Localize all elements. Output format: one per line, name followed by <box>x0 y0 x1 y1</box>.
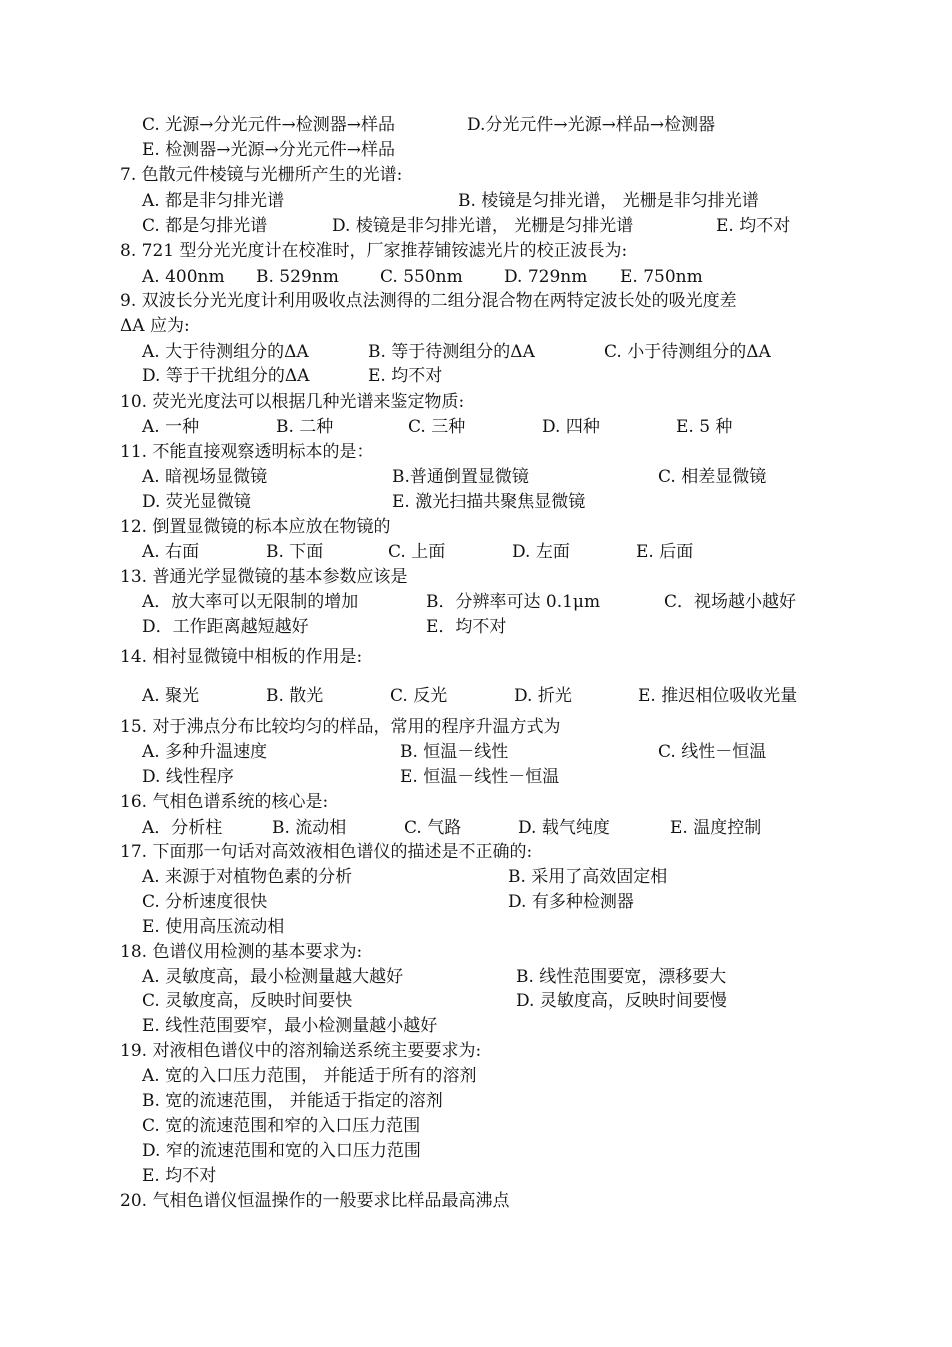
q15-option-d: D. 线性程序 <box>142 767 234 787</box>
q9-option-b: B. 等于待测组分的ΔA <box>368 342 535 362</box>
q10-stem: 10. 荧光光度法可以根据几种光谱来鉴定物质: <box>120 392 465 412</box>
q17-option-e: E. 使用高压流动相 <box>142 917 285 937</box>
q6-option-d: D.分光元件→光源→样品→检测器 <box>467 115 716 135</box>
q19-stem: 19. 对液相色谱仪中的溶剂输送系统主要要求为: <box>120 1041 482 1061</box>
q6-option-c: C. 光源→分光元件→检测器→样品 <box>142 115 395 135</box>
q15-option-a: A. 多种升温速度 <box>142 742 268 762</box>
q19-option-c: C. 宽的流速范围和窄的入口压力范围 <box>142 1116 421 1136</box>
q16-option-b: B. 流动相 <box>272 818 347 838</box>
q14-option-a: A. 聚光 <box>142 686 200 706</box>
q16-option-d: D. 载气纯度 <box>518 818 610 838</box>
q13-option-e: E．均不对 <box>426 617 507 637</box>
q13-option-b: B．分辨率可达 0.1μm <box>426 592 601 612</box>
q13-option-a: A．放大率可以无限制的增加 <box>142 592 359 612</box>
q10-option-a: A. 一种 <box>142 417 200 437</box>
q15-option-e: E. 恒温－线性－恒温 <box>400 767 560 787</box>
q8-option-a: A. 400nm <box>142 267 225 287</box>
q7-option-d: D. 棱镜是非匀排光谱， 光栅是匀排光谱 <box>332 216 634 236</box>
q19-option-e: E. 均不对 <box>142 1166 217 1186</box>
q12-option-b: B. 下面 <box>266 542 324 562</box>
q9-option-a: A. 大于待测组分的ΔA <box>142 342 309 362</box>
q18-option-d: D. 灵敏度高，反映时间要慢 <box>516 991 727 1011</box>
q15-stem: 15. 对于沸点分布比较均匀的样品，常用的程序升温方式为 <box>120 717 561 737</box>
q9-stem-line-1: 9. 双波长分光光度计利用吸收点法测得的二组分混合物在两特定波长处的吸光度差 <box>120 291 737 311</box>
q11-option-d: D. 荧光显微镜 <box>142 492 251 512</box>
q14-option-c: C. 反光 <box>390 686 448 706</box>
q14-option-e: E. 推迟相位吸收光量 <box>638 686 798 706</box>
q12-option-a: A. 右面 <box>142 542 200 562</box>
q7-option-a: A. 都是非匀排光谱 <box>142 191 285 211</box>
q13-option-c: C．视场越小越好 <box>664 592 797 612</box>
q11-option-e: E. 激光扫描共聚焦显微镜 <box>392 492 586 512</box>
q17-option-a: A. 来源于对植物色素的分析 <box>142 867 353 887</box>
q16-option-a: A．分析柱 <box>142 818 223 838</box>
q6-option-e: E. 检测器→光源→分光元件→样品 <box>142 140 395 160</box>
q17-stem: 17. 下面那一句话对高效液相色谱仪的描述是不正确的: <box>120 842 533 862</box>
q18-stem: 18. 色谱仪用检测的基本要求为: <box>120 942 363 962</box>
q7-stem: 7. 色散元件棱镜与光栅所产生的光谱: <box>120 165 403 185</box>
q19-option-d: D. 窄的流速范围和宽的入口压力范围 <box>142 1141 421 1161</box>
q18-option-c: C. 灵敏度高，反映时间要快 <box>142 991 353 1011</box>
q15-option-b: B. 恒温－线性 <box>400 742 509 762</box>
q17-option-c: C. 分析速度很快 <box>142 892 268 912</box>
q10-option-c: C. 三种 <box>408 417 466 437</box>
q7-option-b: B. 棱镜是匀排光谱， 光栅是非匀排光谱 <box>458 191 759 211</box>
q12-option-c: C. 上面 <box>388 542 446 562</box>
q10-option-e: E. 5 种 <box>676 417 733 437</box>
q17-option-d: D. 有多种检测器 <box>508 892 634 912</box>
q10-option-b: B. 二种 <box>276 417 334 437</box>
q9-option-e: E. 均不对 <box>368 366 443 386</box>
q12-option-d: D. 左面 <box>512 542 570 562</box>
q8-option-e: E. 750nm <box>620 267 703 287</box>
q15-option-c: C. 线性－恒温 <box>658 742 767 762</box>
q16-stem: 16. 气相色谱系统的核心是: <box>120 792 329 812</box>
q9-stem-line-2: ΔA 应为: <box>120 316 190 336</box>
q18-option-a: A. 灵敏度高，最小检测量越大越好 <box>142 967 404 987</box>
q17-option-b: B. 采用了高效固定相 <box>508 867 668 887</box>
q12-stem: 12. 倒置显微镜的标本应放在物镜的 <box>120 517 391 537</box>
q16-option-e: E. 温度控制 <box>670 818 762 838</box>
q9-option-d: D. 等于干扰组分的ΔA <box>142 366 310 386</box>
q8-stem: 8. 721 型分光光度计在校准时，厂家推荐铺铵滤光片的校正波長为: <box>120 241 628 261</box>
q13-option-d: D．工作距离越短越好 <box>142 617 309 637</box>
q11-stem: 11. 不能直接观察透明标本的是： <box>120 442 374 462</box>
q18-option-b: B. 线性范围要宽，漂移要大 <box>516 967 727 987</box>
q19-option-a: A. 宽的入口压力范围， 并能适于所有的溶剂 <box>142 1066 477 1086</box>
q11-option-a: A. 暗视场显微镜 <box>142 467 268 487</box>
q7-option-e: E. 均不对 <box>716 216 791 236</box>
q9-option-c: C. 小于待测组分的ΔA <box>604 342 771 362</box>
q13-stem: 13. 普通光学显微镜的基本参数应该是 <box>120 567 408 587</box>
q14-stem: 14. 相衬显微镜中相板的作用是: <box>120 647 363 667</box>
q8-option-d: D. 729nm <box>504 267 588 287</box>
q14-option-b: B. 散光 <box>266 686 324 706</box>
q19-option-b: B. 宽的流速范围， 并能适于指定的溶剂 <box>142 1091 443 1111</box>
q18-option-e: E. 线性范围要窄，最小检测量越小越好 <box>142 1016 438 1036</box>
q10-option-d: D. 四种 <box>542 417 600 437</box>
q12-option-e: E. 后面 <box>636 542 694 562</box>
q16-option-c: C. 气路 <box>404 818 462 838</box>
q7-option-c: C. 都是匀排光谱 <box>142 216 268 236</box>
q8-option-b: B. 529nm <box>256 267 339 287</box>
q14-option-d: D. 折光 <box>514 686 572 706</box>
q11-option-b: B.普通倒置显微镜 <box>392 467 529 487</box>
q8-option-c: C. 550nm <box>380 267 463 287</box>
q11-option-c: C. 相差显微镜 <box>658 467 767 487</box>
q20-stem: 20. 气相色谱仪恒温操作的一般要求比样品最高沸点 <box>120 1191 510 1211</box>
